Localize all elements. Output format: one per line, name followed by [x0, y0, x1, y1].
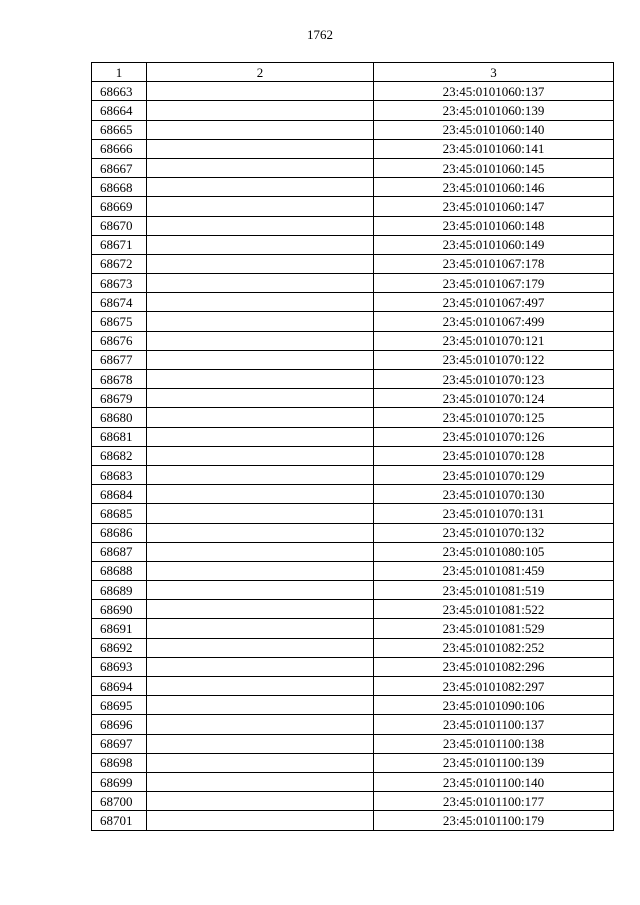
row-number-cell: 68675 — [92, 312, 147, 331]
cadastral-number-cell: 23:45:0101070:125 — [374, 408, 614, 427]
row-number-cell: 68686 — [92, 523, 147, 542]
description-cell — [147, 293, 374, 312]
row-number-cell: 68672 — [92, 254, 147, 273]
cadastral-number-cell: 23:45:0101081:519 — [374, 581, 614, 600]
table-row — [92, 216, 614, 235]
cadastral-number-cell: 23:45:0101060:145 — [374, 158, 614, 177]
description-cell — [147, 139, 374, 158]
description-cell — [147, 753, 374, 772]
table-row — [92, 139, 614, 158]
cadastral-number-cell: 23:45:0101090:106 — [374, 696, 614, 715]
description-cell — [147, 715, 374, 734]
description-cell — [147, 600, 374, 619]
description-cell — [147, 120, 374, 139]
row-number-cell: 68673 — [92, 274, 147, 293]
table-row — [92, 734, 614, 753]
row-number-cell: 68685 — [92, 504, 147, 523]
column-header-1: 1 — [92, 63, 147, 82]
cadastral-number-cell: 23:45:0101067:179 — [374, 274, 614, 293]
row-number-cell: 68666 — [92, 139, 147, 158]
table-row — [92, 581, 614, 600]
table-row — [92, 178, 614, 197]
table-row — [92, 638, 614, 657]
column-header-3: 3 — [374, 63, 614, 82]
table-row — [92, 523, 614, 542]
description-cell — [147, 274, 374, 293]
table-row — [92, 657, 614, 676]
cadastral-number-cell: 23:45:0101082:296 — [374, 657, 614, 676]
table-row — [92, 389, 614, 408]
row-number-cell: 68665 — [92, 120, 147, 139]
cadastral-number-cell: 23:45:0101070:121 — [374, 331, 614, 350]
page-number: 1762 — [307, 27, 333, 42]
description-cell — [147, 158, 374, 177]
row-number-cell: 68689 — [92, 581, 147, 600]
row-number-cell: 68676 — [92, 331, 147, 350]
description-cell — [147, 542, 374, 561]
cadastral-number-cell: 23:45:0101081:529 — [374, 619, 614, 638]
row-number-cell: 68691 — [92, 619, 147, 638]
description-cell — [147, 465, 374, 484]
row-number-cell: 68669 — [92, 197, 147, 216]
cadastral-number-cell: 23:45:0101060:149 — [374, 235, 614, 254]
row-number-cell: 68692 — [92, 638, 147, 657]
description-cell — [147, 446, 374, 465]
description-cell — [147, 581, 374, 600]
table-row — [92, 504, 614, 523]
table-row — [92, 101, 614, 120]
table-row — [92, 542, 614, 561]
description-cell — [147, 331, 374, 350]
row-number-cell: 68690 — [92, 600, 147, 619]
table-row — [92, 197, 614, 216]
cadastral-number-cell: 23:45:0101070:126 — [374, 427, 614, 446]
description-cell — [147, 657, 374, 676]
row-number-cell: 68695 — [92, 696, 147, 715]
row-number-cell: 68700 — [92, 792, 147, 811]
description-cell — [147, 389, 374, 408]
description-cell — [147, 561, 374, 580]
cadastral-number-cell: 23:45:0101060:139 — [374, 101, 614, 120]
table-row — [92, 677, 614, 696]
table-row — [92, 485, 614, 504]
table-row — [92, 120, 614, 139]
table-row — [92, 235, 614, 254]
cadastral-number-cell: 23:45:0101080:105 — [374, 542, 614, 561]
cadastral-number-cell: 23:45:0101082:297 — [374, 677, 614, 696]
cadastral-number-cell: 23:45:0101067:178 — [374, 254, 614, 273]
description-cell — [147, 619, 374, 638]
table-row — [92, 293, 614, 312]
cadastral-number-cell: 23:45:0101070:128 — [374, 446, 614, 465]
row-number-cell: 68663 — [92, 82, 147, 101]
cadastral-number-cell: 23:45:0101070:124 — [374, 389, 614, 408]
row-number-cell: 68698 — [92, 753, 147, 772]
table-row — [92, 600, 614, 619]
description-cell — [147, 350, 374, 369]
table-row — [92, 408, 614, 427]
description-cell — [147, 178, 374, 197]
row-number-cell: 68667 — [92, 158, 147, 177]
row-number-cell: 68680 — [92, 408, 147, 427]
register-table — [91, 62, 614, 831]
description-cell — [147, 523, 374, 542]
cadastral-number-cell: 23:45:0101081:459 — [374, 561, 614, 580]
row-number-cell: 68664 — [92, 101, 147, 120]
table-body — [92, 82, 614, 830]
table-row — [92, 427, 614, 446]
cadastral-number-cell: 23:45:0101067:497 — [374, 293, 614, 312]
row-number-cell: 68683 — [92, 465, 147, 484]
description-cell — [147, 312, 374, 331]
description-cell — [147, 370, 374, 389]
table-row — [92, 811, 614, 830]
row-number-cell: 68682 — [92, 446, 147, 465]
row-number-cell: 68701 — [92, 811, 147, 830]
cadastral-number-cell: 23:45:0101100:138 — [374, 734, 614, 753]
description-cell — [147, 638, 374, 657]
description-cell — [147, 235, 374, 254]
description-cell — [147, 216, 374, 235]
row-number-cell: 68687 — [92, 542, 147, 561]
table-row — [92, 772, 614, 791]
cadastral-number-cell: 23:45:0101070:129 — [374, 465, 614, 484]
cadastral-number-cell: 23:45:0101100:139 — [374, 753, 614, 772]
cadastral-number-cell: 23:45:0101100:137 — [374, 715, 614, 734]
cadastral-number-cell: 23:45:0101060:148 — [374, 216, 614, 235]
table-row — [92, 82, 614, 101]
description-cell — [147, 504, 374, 523]
table-row — [92, 158, 614, 177]
cadastral-number-cell: 23:45:0101081:522 — [374, 600, 614, 619]
cadastral-number-cell: 23:45:0101060:140 — [374, 120, 614, 139]
cadastral-number-cell: 23:45:0101060:141 — [374, 139, 614, 158]
table-row — [92, 792, 614, 811]
row-number-cell: 68697 — [92, 734, 147, 753]
description-cell — [147, 696, 374, 715]
table-header — [92, 63, 614, 82]
row-number-cell: 68678 — [92, 370, 147, 389]
table-row — [92, 446, 614, 465]
table-row — [92, 619, 614, 638]
cadastral-number-cell: 23:45:0101060:146 — [374, 178, 614, 197]
cadastral-number-cell: 23:45:0101060:147 — [374, 197, 614, 216]
description-cell — [147, 772, 374, 791]
cadastral-number-cell: 23:45:0101100:140 — [374, 772, 614, 791]
table-row — [92, 350, 614, 369]
table-row — [92, 715, 614, 734]
row-number-cell: 68679 — [92, 389, 147, 408]
description-cell — [147, 427, 374, 446]
row-number-cell: 68684 — [92, 485, 147, 504]
description-cell — [147, 197, 374, 216]
column-header-2: 2 — [147, 63, 374, 82]
cadastral-number-cell: 23:45:0101070:123 — [374, 370, 614, 389]
table-row — [92, 254, 614, 273]
row-number-cell: 68696 — [92, 715, 147, 734]
table-row — [92, 696, 614, 715]
description-cell — [147, 408, 374, 427]
cadastral-number-cell: 23:45:0101070:131 — [374, 504, 614, 523]
cadastral-number-cell: 23:45:0101070:132 — [374, 523, 614, 542]
description-cell — [147, 485, 374, 504]
cadastral-number-cell: 23:45:0101070:122 — [374, 350, 614, 369]
cadastral-number-cell: 23:45:0101060:137 — [374, 82, 614, 101]
row-number-cell: 68670 — [92, 216, 147, 235]
row-number-cell: 68699 — [92, 772, 147, 791]
description-cell — [147, 677, 374, 696]
description-cell — [147, 82, 374, 101]
table-row — [92, 274, 614, 293]
table-row — [92, 370, 614, 389]
cadastral-number-cell: 23:45:0101082:252 — [374, 638, 614, 657]
row-number-cell: 68681 — [92, 427, 147, 446]
table-row — [92, 331, 614, 350]
description-cell — [147, 734, 374, 753]
header-row — [92, 63, 614, 82]
row-number-cell: 68693 — [92, 657, 147, 676]
table-row — [92, 312, 614, 331]
row-number-cell: 68677 — [92, 350, 147, 369]
table-row — [92, 561, 614, 580]
description-cell — [147, 792, 374, 811]
table-row — [92, 753, 614, 772]
row-number-cell: 68674 — [92, 293, 147, 312]
description-cell — [147, 811, 374, 830]
description-cell — [147, 101, 374, 120]
table-row — [92, 465, 614, 484]
row-number-cell: 68668 — [92, 178, 147, 197]
cadastral-number-cell: 23:45:0101070:130 — [374, 485, 614, 504]
row-number-cell: 68688 — [92, 561, 147, 580]
row-number-cell: 68671 — [92, 235, 147, 254]
description-cell — [147, 254, 374, 273]
cadastral-number-cell: 23:45:0101100:177 — [374, 792, 614, 811]
cadastral-number-cell: 23:45:0101067:499 — [374, 312, 614, 331]
cadastral-number-cell: 23:45:0101100:179 — [374, 811, 614, 830]
row-number-cell: 68694 — [92, 677, 147, 696]
